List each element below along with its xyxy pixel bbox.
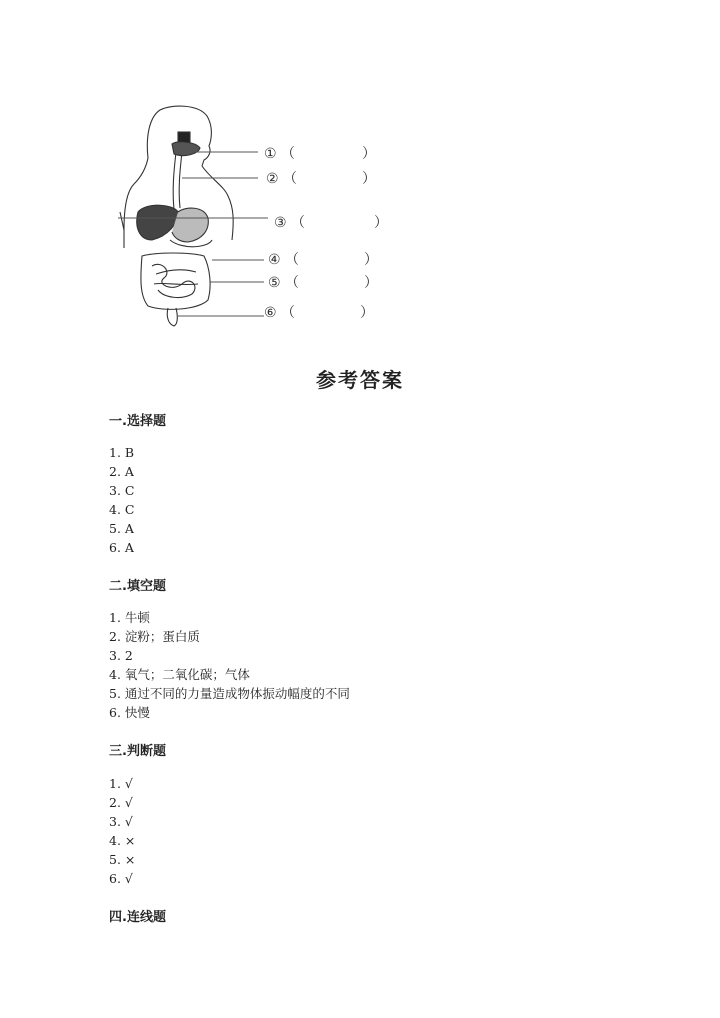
blank-label-6 bbox=[264, 302, 374, 322]
list-item bbox=[109, 831, 135, 850]
blank-open-paren: （ bbox=[283, 171, 298, 187]
list-item bbox=[109, 812, 135, 831]
liver bbox=[137, 205, 178, 240]
blank-open-paren: （ bbox=[291, 215, 306, 231]
blank-open-paren: （ bbox=[281, 305, 296, 321]
item-number: 5. bbox=[109, 852, 121, 867]
blank-number: ② bbox=[266, 171, 279, 187]
blank-number: ④ bbox=[268, 252, 281, 268]
section-heading-true-false: 三.判断题 bbox=[109, 744, 166, 759]
item-number: 5. bbox=[109, 521, 121, 536]
answer-list-fill-blank bbox=[109, 608, 350, 722]
section-heading-matching: 四.连线题 bbox=[109, 910, 166, 925]
rectum bbox=[167, 308, 177, 326]
list-item bbox=[109, 462, 135, 481]
blank-label-1 bbox=[264, 143, 376, 163]
list-item bbox=[109, 684, 350, 703]
item-number: 4. bbox=[109, 833, 121, 848]
blank-close-paren: ） bbox=[374, 215, 388, 231]
list-item bbox=[109, 774, 135, 793]
blank-number: ⑥ bbox=[264, 305, 277, 321]
item-answer: 通过不同的力量造成物体振动幅度的不同 bbox=[124, 686, 350, 701]
list-item bbox=[109, 500, 135, 519]
item-number: 1. bbox=[109, 445, 121, 460]
blank-close-paren: ） bbox=[360, 305, 374, 321]
item-answer: √ bbox=[124, 814, 133, 829]
small-intestine bbox=[152, 264, 195, 297]
item-number: 2. bbox=[109, 795, 121, 810]
item-answer: 快慢 bbox=[124, 705, 150, 720]
item-number: 1. bbox=[109, 610, 121, 625]
list-item bbox=[109, 665, 350, 684]
answer-key-title: 参考答案 bbox=[316, 368, 404, 392]
blank-number: ③ bbox=[274, 215, 287, 231]
list-item bbox=[109, 793, 135, 812]
item-answer: √ bbox=[124, 871, 133, 886]
item-answer: 2 bbox=[124, 648, 133, 663]
list-item bbox=[109, 481, 135, 500]
blank-label-2 bbox=[266, 168, 376, 188]
item-answer: √ bbox=[124, 795, 133, 810]
list-item bbox=[109, 519, 135, 538]
item-answer: 牛顿 bbox=[124, 610, 150, 625]
large-intestine bbox=[141, 253, 210, 309]
blank-number: ⑤ bbox=[268, 275, 281, 291]
list-item bbox=[109, 646, 350, 665]
list-item bbox=[109, 538, 135, 557]
item-answer: √ bbox=[124, 776, 133, 791]
item-number: 6. bbox=[109, 705, 121, 720]
blank-close-paren: ） bbox=[364, 275, 378, 291]
blank-close-paren: ） bbox=[362, 146, 376, 162]
list-item bbox=[109, 703, 350, 722]
blank-open-paren: （ bbox=[285, 275, 300, 291]
item-number: 4. bbox=[109, 667, 121, 682]
item-number: 3. bbox=[109, 483, 121, 498]
item-number: 6. bbox=[109, 871, 121, 886]
section-heading-fill-blank: 二.填空题 bbox=[109, 579, 166, 594]
list-item bbox=[109, 443, 135, 462]
left-arm-line bbox=[120, 212, 124, 230]
item-answer: 氧气；二氧化碳；气体 bbox=[124, 667, 250, 682]
item-answer: × bbox=[124, 852, 136, 867]
blank-close-paren: ） bbox=[362, 171, 376, 187]
blank-number: ① bbox=[264, 146, 277, 162]
blank-open-paren: （ bbox=[281, 146, 296, 162]
item-answer: B bbox=[124, 445, 135, 460]
item-answer: C bbox=[124, 483, 135, 498]
item-number: 3. bbox=[109, 648, 121, 663]
answer-list-true-false bbox=[109, 774, 135, 888]
section-heading-choice: 一.选择题 bbox=[109, 414, 166, 429]
blank-open-paren: （ bbox=[285, 252, 300, 268]
item-number: 2. bbox=[109, 464, 121, 479]
item-number: 1. bbox=[109, 776, 121, 791]
item-number: 4. bbox=[109, 502, 121, 517]
item-number: 6. bbox=[109, 540, 121, 555]
blank-label-3 bbox=[274, 212, 388, 232]
digestive-system-diagram bbox=[112, 100, 412, 335]
item-number: 3. bbox=[109, 814, 121, 829]
esophagus bbox=[173, 152, 176, 210]
item-number: 5. bbox=[109, 686, 121, 701]
list-item bbox=[109, 850, 135, 869]
item-answer: A bbox=[124, 464, 134, 479]
item-answer: 淀粉；蛋白质 bbox=[124, 629, 200, 644]
mouth-region bbox=[172, 142, 200, 156]
list-item bbox=[109, 608, 350, 627]
blank-label-4 bbox=[268, 249, 378, 269]
blank-close-paren: ） bbox=[364, 252, 378, 268]
digestive-system-figure bbox=[112, 100, 412, 335]
answer-list-choice bbox=[109, 443, 135, 557]
item-answer: A bbox=[124, 540, 134, 555]
item-answer: × bbox=[124, 833, 136, 848]
list-item bbox=[109, 627, 350, 646]
item-answer: A bbox=[124, 521, 134, 536]
blank-label-5 bbox=[268, 272, 378, 292]
list-item bbox=[109, 869, 135, 888]
item-answer: C bbox=[124, 502, 135, 517]
item-number: 2. bbox=[109, 629, 121, 644]
